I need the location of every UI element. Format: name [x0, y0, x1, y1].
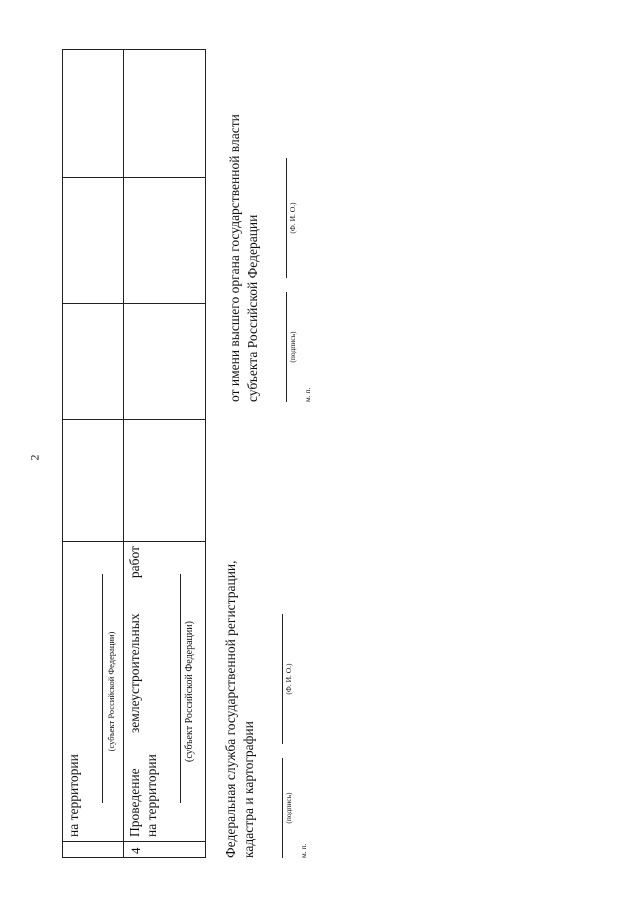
table-cell-name: [63, 542, 124, 842]
signatory-org-line1: от имени высшего органа государственной власти: [227, 114, 242, 402]
subject-caption: (субъект Российской Федерации): [106, 631, 116, 752]
signature-line: [276, 292, 287, 402]
table-cell-empty: [124, 304, 206, 420]
signature-caption: (подпись): [284, 792, 293, 824]
subject-underline: [162, 574, 181, 803]
signature-caption: (подпись): [288, 331, 297, 363]
name-caption: (Ф. И. О.): [284, 663, 293, 695]
signature-block-rosreestr: [222, 528, 308, 858]
seal-mark: м. п.: [303, 387, 312, 402]
subject-underline: [84, 574, 103, 803]
row-name-word: Проведение: [127, 768, 142, 837]
row-name-word: землеустроительных: [127, 613, 142, 734]
page-number: 2: [27, 454, 42, 461]
name-line: [276, 158, 287, 278]
table-cell-empty: [124, 50, 206, 178]
document-table: [62, 49, 206, 858]
row-name-line2: на территории: [144, 754, 159, 837]
row-name-word: работ: [127, 546, 142, 579]
name-line: [272, 614, 283, 744]
row-number: 4: [128, 847, 143, 854]
table-row: [63, 50, 124, 858]
table-cell-name: [124, 542, 206, 842]
signature-fields: [272, 528, 283, 858]
signature-block-region: [226, 62, 312, 402]
table-cell-empty: [63, 420, 124, 542]
table-cell-empty: [124, 178, 206, 304]
row-name-line1: [126, 546, 143, 837]
name-caption: (Ф. И. О.): [288, 202, 297, 234]
seal-mark: м. п.: [299, 843, 308, 858]
table-cell-empty: [63, 304, 124, 420]
signatory-org-line2: субъекта Российской Федерации: [245, 214, 260, 402]
table-cell-num: [63, 842, 124, 858]
signatory-org-line1: Федеральная служба государственной регистрации,: [223, 560, 238, 858]
table-cell-empty: [63, 178, 124, 304]
subject-caption: (субъект Российской Федерации): [184, 621, 195, 762]
signature-captions: [284, 528, 293, 858]
table-cell-empty: [124, 420, 206, 542]
row-name: на территории: [66, 754, 81, 837]
table-row: [124, 50, 206, 858]
signature-line: [272, 758, 283, 858]
table-cell-empty: [63, 50, 124, 178]
table-cell-num: [124, 842, 206, 858]
signatory-org-line2: кадастра и картографии: [241, 721, 256, 858]
document-table-block: [62, 50, 204, 858]
signature-fields: [276, 62, 287, 402]
signature-captions: [288, 62, 297, 402]
